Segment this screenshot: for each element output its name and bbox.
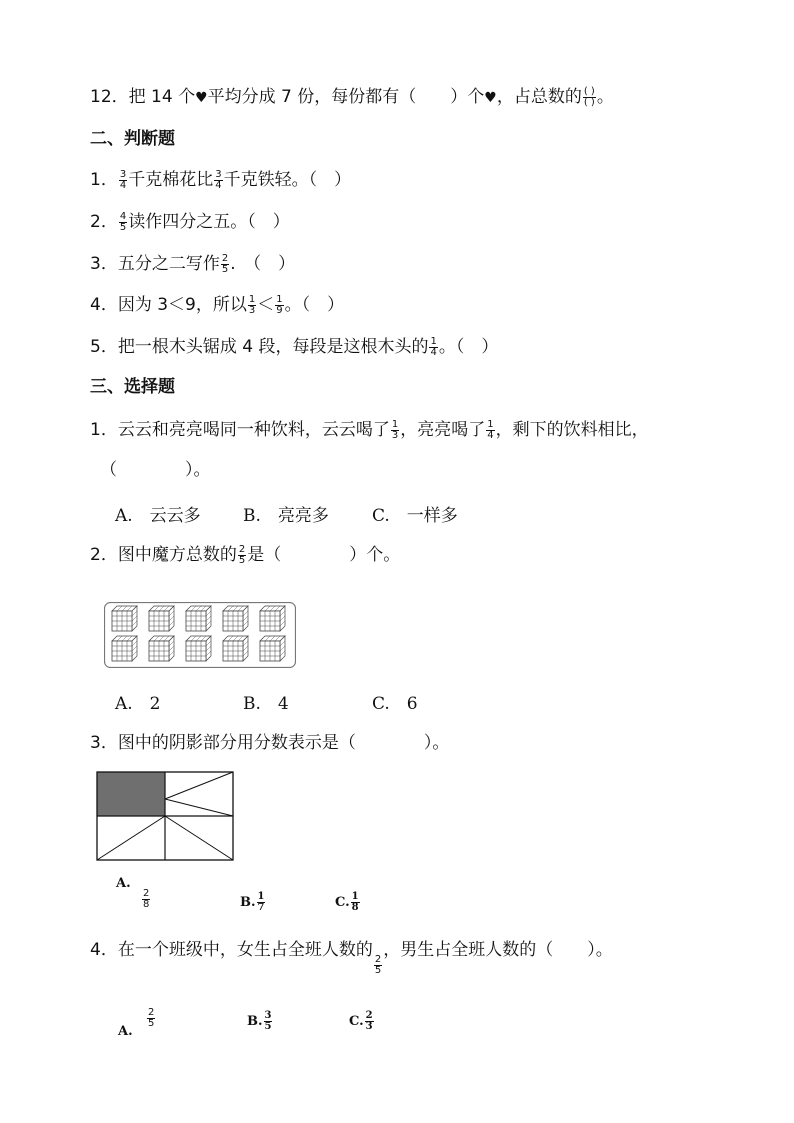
- rubiks-cube-icon: [112, 606, 137, 631]
- choice-2-option-c: C. 6: [372, 694, 418, 714]
- blank-fraction: $\frac{( )}{( )}$: [583, 85, 595, 108]
- q12-end: 。: [596, 87, 614, 107]
- fraction: $\frac{1}{3}$: [248, 293, 256, 316]
- choice-3-option-a: A.: [116, 876, 131, 891]
- choice-3-option-b: B. $\frac{1}{7}$: [240, 891, 265, 913]
- choice-4-option-c: C. $\frac{2}{3}$: [349, 1010, 373, 1032]
- rubiks-cube-icon: [186, 636, 211, 661]
- q12-mid: 平均分成 7 份，每份都有（ ）个: [207, 87, 485, 107]
- choice-1-option-a: A. 云云多: [115, 506, 201, 526]
- choice-3-option-c: C. $\frac{1}{8}$: [335, 891, 359, 913]
- rubiks-cube-icon: [260, 606, 285, 631]
- rubiks-cube-icon: [223, 636, 248, 661]
- judge-item-5: 5．把一根木头锯成 4 段，每段是这根木头的 $\frac{1}{4}$ 。（ ）: [90, 335, 499, 358]
- shaded-part: [97, 772, 165, 816]
- rubiks-cube-icon: [149, 636, 174, 661]
- choice-4-option-a: A.: [118, 1024, 133, 1039]
- rubiks-cube-icon: [149, 606, 174, 631]
- section-title-choice: 三、选择题: [90, 377, 175, 397]
- rubiks-cube-icon: [186, 606, 211, 631]
- section-title-judge: 二、判断题: [90, 129, 175, 149]
- fraction: $\frac{2}{5}$: [148, 1007, 155, 1029]
- heart-icon: ♥: [484, 90, 497, 106]
- choice-item-3: 3．图中的阴影部分用分数表示是（ ）。: [90, 733, 450, 753]
- rubiks-cube-icon: [260, 636, 285, 661]
- judge-item-3: 3．五分之二写作 $\frac{2}{5}$ . （ ）: [90, 252, 296, 275]
- rubiks-cube-figure: [104, 602, 296, 668]
- heart-icon: ♥: [195, 90, 208, 106]
- judge-item-1: 1． $\frac{3}{4}$ 千克棉花比 $\frac{3}{4}$ 千克铁轻。（ ）: [90, 168, 352, 191]
- rubiks-cube-icon: [112, 636, 137, 661]
- shaded-rectangle-figure: [96, 771, 236, 863]
- choice-1-blank: （ ）。: [100, 460, 211, 480]
- choice-item-4: 4．在一个班级中，女生占全班人数的 $\frac{2}{5}$ ，男生占全班人数的（ ）。: [90, 940, 613, 976]
- choice-4-option-b: B. $\frac{3}{5}$: [247, 1010, 272, 1032]
- judge-item-2: 2． $\frac{4}{5}$ 读作四分之五。（ ）: [90, 210, 290, 233]
- choice-1-option-c: C. 一样多: [372, 506, 458, 526]
- choice-item-1: 1．云云和亮亮喝同一种饮料，云云喝了 $\frac{1}{3}$ ，亮亮喝了 $\frac{1}{4}$ ，剩下的饮料相比，: [90, 418, 649, 441]
- choice-2-option-a: A. 2: [115, 694, 161, 714]
- fraction: $\frac{1}{9}$: [276, 293, 283, 316]
- q12-tail: ，占总数的: [496, 87, 582, 107]
- rubiks-cube-icon: [223, 606, 248, 631]
- fraction: $\frac{2}{5}$: [221, 252, 229, 275]
- judge-item-4: 4．因为 3＜9，所以 $\frac{1}{3}$ ＜ $\frac{1}{9}$ 。（ ）: [90, 293, 345, 316]
- fraction: $\frac{2}{5}$: [374, 954, 382, 976]
- fraction: $\frac{1}{3}$: [391, 418, 399, 441]
- choice-1-option-b: B. 亮亮多: [243, 506, 329, 526]
- q12-prefix: 12．把 14 个: [90, 87, 196, 107]
- choice-item-2: 2．图中魔方总数的 $\frac{2}{5}$ 是（ ）个。: [90, 543, 401, 566]
- fraction: $\frac{3}{4}$: [215, 168, 222, 191]
- fraction: $\frac{2}{8}$: [143, 888, 150, 910]
- fraction: $\frac{1}{4}$: [487, 418, 494, 441]
- fraction: $\frac{1}{4}$: [430, 335, 437, 358]
- question-12: [90, 85, 614, 110]
- choice-2-option-b: B. 4: [243, 694, 289, 714]
- fraction: $\frac{4}{5}$: [119, 210, 127, 233]
- fraction: $\frac{3}{4}$: [119, 168, 127, 191]
- fraction: $\frac{2}{5}$: [238, 543, 246, 566]
